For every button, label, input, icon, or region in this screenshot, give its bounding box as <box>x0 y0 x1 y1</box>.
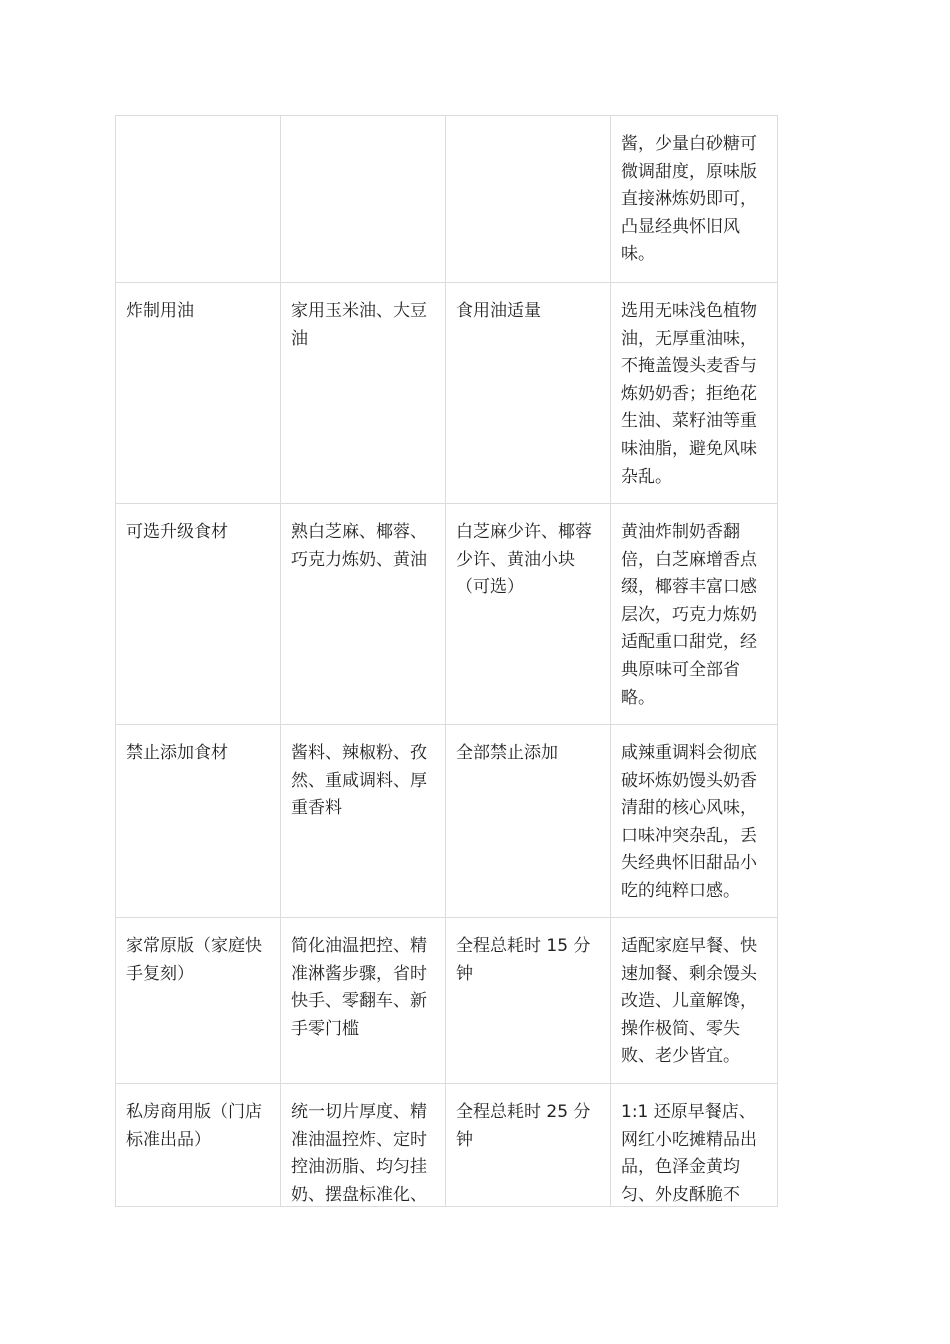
table-cell: 选用无味浅色植物油，无厚重油味，不掩盖馒头麦香与炼奶奶香；拒绝花生油、菜籽油等重味油脂，避免风味杂乱。 <box>611 283 778 504</box>
table-cell: 咸辣重调料会彻底破坏炼奶馒头奶香清甜的核心风味，口味冲突杂乱，丢失经典怀旧甜品小吃的纯粹口感。 <box>611 725 778 918</box>
table-cell: 简化油温把控、精准淋酱步骤，省时快手、零翻车、新手零门槛 <box>281 918 446 1084</box>
table-cell: 全部禁止添加 <box>446 725 611 918</box>
table-cell: 黄油炸制奶香翻倍，白芝麻增香点缀，椰蓉丰富口感层次，巧克力炼奶适配重口甜党，经典原味可全部省略。 <box>611 504 778 725</box>
table-row <box>116 504 778 725</box>
table-cell: 熟白芝麻、椰蓉、巧克力炼奶、黄油 <box>281 504 446 725</box>
table-cell: 可选升级食材 <box>116 504 281 725</box>
table-cell: 私房商用版（门店标准出品） <box>116 1084 281 1218</box>
table-cell: 全程总耗时 25 分钟 <box>446 1084 611 1218</box>
table-cell: 白芝麻少许、椰蓉少许、黄油小块（可选） <box>446 504 611 725</box>
table-row <box>116 918 778 1084</box>
page-bottom-margin <box>0 1207 950 1344</box>
table-cell: 1:1 还原早餐店、网红小吃摊精品出品，色泽金黄均匀、外皮酥脆不 <box>611 1084 778 1218</box>
table-row <box>116 283 778 504</box>
table-cell: 统一切片厚度、精准油温控炸、定时控油沥脂、均匀挂奶、摆盘标准化、 <box>281 1084 446 1218</box>
table-row <box>116 725 778 918</box>
table-cell: 家用玉米油、大豆油 <box>281 283 446 504</box>
table-cut-edge <box>115 1206 777 1207</box>
table-cell: 禁止添加食材 <box>116 725 281 918</box>
table-cell: 全程总耗时 15 分钟 <box>446 918 611 1084</box>
table-cell: 适配家庭早餐、快速加餐、剩余馒头改造、儿童解馋，操作极简、零失败、老少皆宜。 <box>611 918 778 1084</box>
table-row <box>116 1084 778 1218</box>
table-cell: 家常原版（家庭快手复刻） <box>116 918 281 1084</box>
table-cell: 酱料、辣椒粉、孜然、重咸调料、厚重香料 <box>281 725 446 918</box>
table-cell <box>281 116 446 283</box>
table-cell <box>446 116 611 283</box>
table-cell: 酱，少量白砂糖可微调甜度，原味版直接淋炼奶即可，凸显经典怀旧风味。 <box>611 116 778 283</box>
table-cell: 炸制用油 <box>116 283 281 504</box>
table-row <box>116 116 778 283</box>
ingredient-table <box>115 115 778 1218</box>
table-cell <box>116 116 281 283</box>
table-cell: 食用油适量 <box>446 283 611 504</box>
